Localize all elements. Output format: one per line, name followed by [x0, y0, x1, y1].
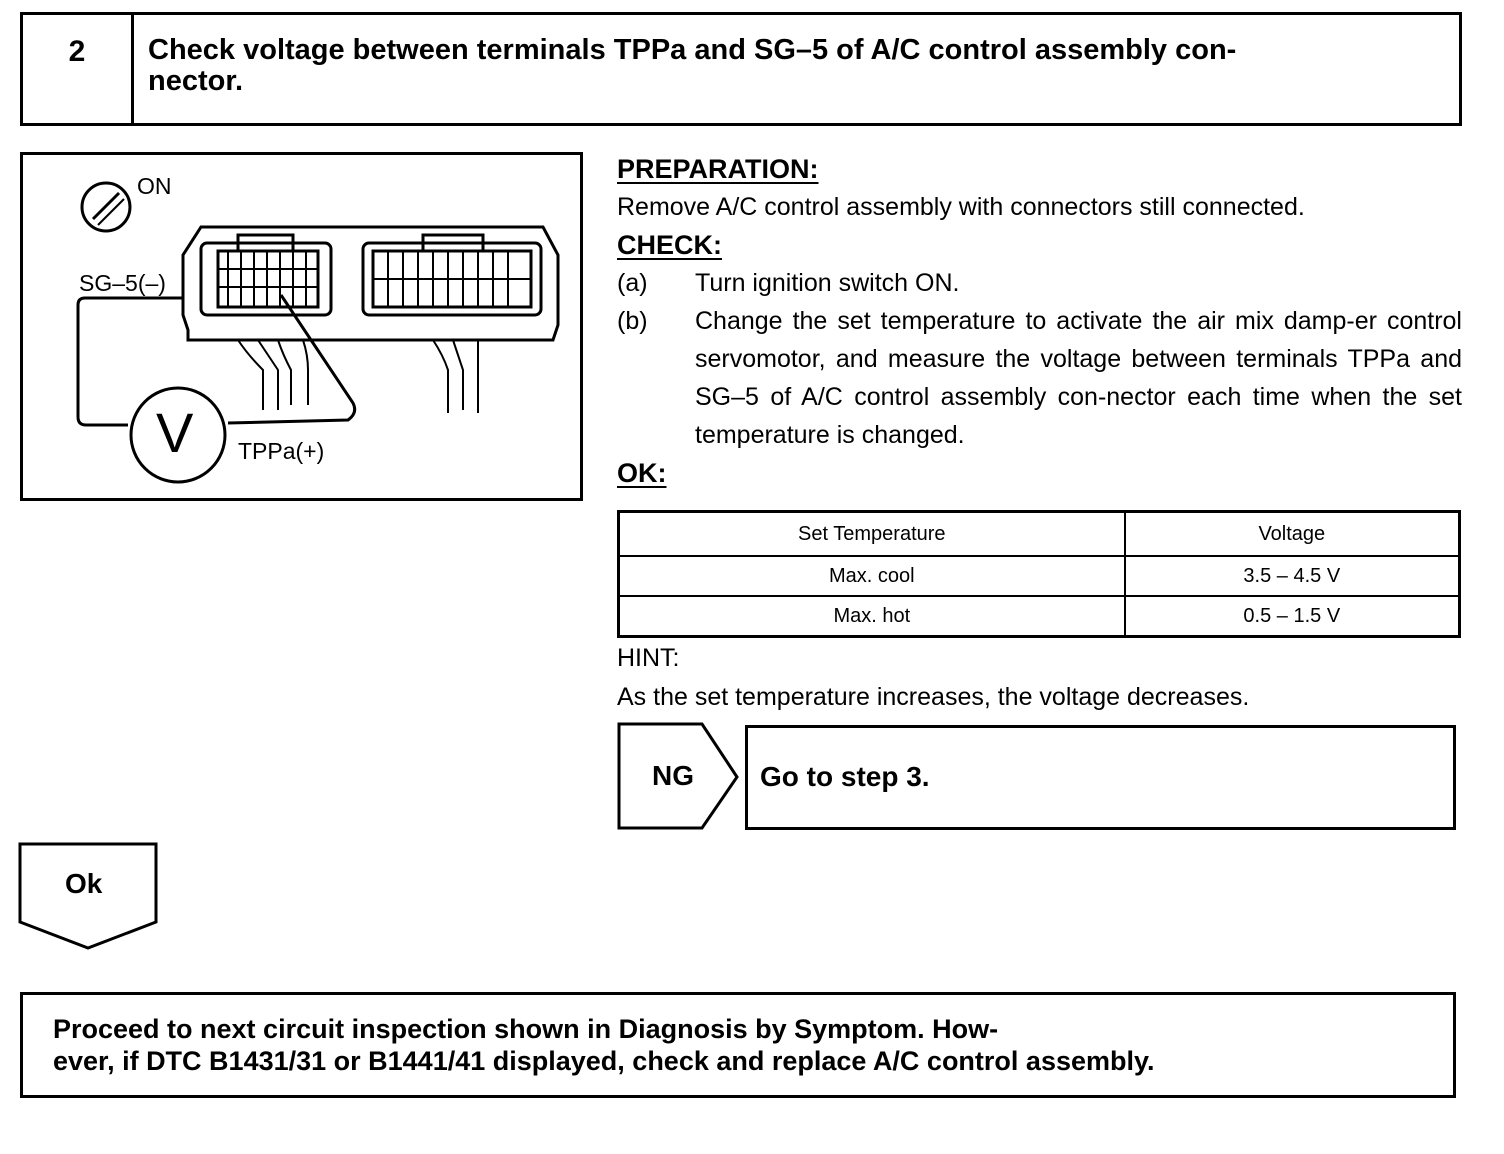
check-item	[617, 302, 1462, 454]
check-item-text: Change the set temperature to activate the air mix damp-er control servomotor, and measure the voltage between terminals TPPa and SG–5 of A/C control assembly con-nector each time when the set temperature is changed.	[695, 307, 1462, 449]
final-instruction-box	[20, 992, 1456, 1098]
step-number: 2	[23, 15, 134, 123]
ng-action-text: Go to step 3.	[760, 761, 930, 792]
wiring-diagram	[20, 152, 583, 501]
table-cell: 3.5 – 4.5 V	[1125, 556, 1460, 596]
table-row	[619, 556, 1460, 596]
ok-heading: OK:	[617, 458, 667, 488]
terminal-sg5-label: SG–5(–)	[79, 270, 166, 296]
check-heading: CHECK:	[617, 230, 722, 260]
final-instruction-line1: Proceed to next circuit inspection shown in Diagnosis by Symptom. How-	[53, 1014, 999, 1044]
check-item-label: (a)	[617, 269, 648, 297]
ng-label: NG	[652, 760, 694, 791]
step-title-line2: nector.	[148, 65, 244, 97]
table-row	[619, 596, 1460, 637]
final-instruction-line2: ever, if DTC B1431/31 or B1441/41 displayed, check and replace A/C control assembly.	[53, 1046, 1155, 1076]
ok-label: Ok	[65, 868, 103, 899]
procedure-text	[617, 150, 1462, 492]
step-title-line1: Check voltage between terminals TPPa and SG–5 of A/C control assembly con-	[148, 34, 1237, 66]
table-header: Set Temperature	[619, 512, 1125, 557]
check-item-text: Turn ignition switch ON.	[695, 269, 960, 297]
voltmeter-symbol: V	[156, 401, 194, 464]
hint-text: As the set temperature increases, the voltage decreases.	[617, 683, 1250, 711]
table-header: Voltage	[1125, 512, 1460, 557]
table-header-row	[619, 512, 1460, 557]
ignition-on-label: ON	[137, 173, 172, 199]
check-item-label: (b)	[617, 307, 648, 335]
table-cell: 0.5 – 1.5 V	[1125, 596, 1460, 637]
ignition-switch-icon	[82, 183, 130, 231]
preparation-text: Remove A/C control assembly with connectors still connected.	[617, 193, 1305, 221]
terminal-tppa-label: TPPa(+)	[238, 438, 325, 464]
table-cell: Max. hot	[619, 596, 1125, 637]
check-item	[617, 264, 1462, 302]
step-header	[20, 12, 1462, 126]
preparation-heading: PREPARATION:	[617, 154, 819, 184]
step-title	[134, 15, 1459, 123]
hint-label: HINT:	[617, 644, 680, 672]
table-cell: Max. cool	[619, 556, 1125, 596]
spec-table	[617, 510, 1461, 638]
